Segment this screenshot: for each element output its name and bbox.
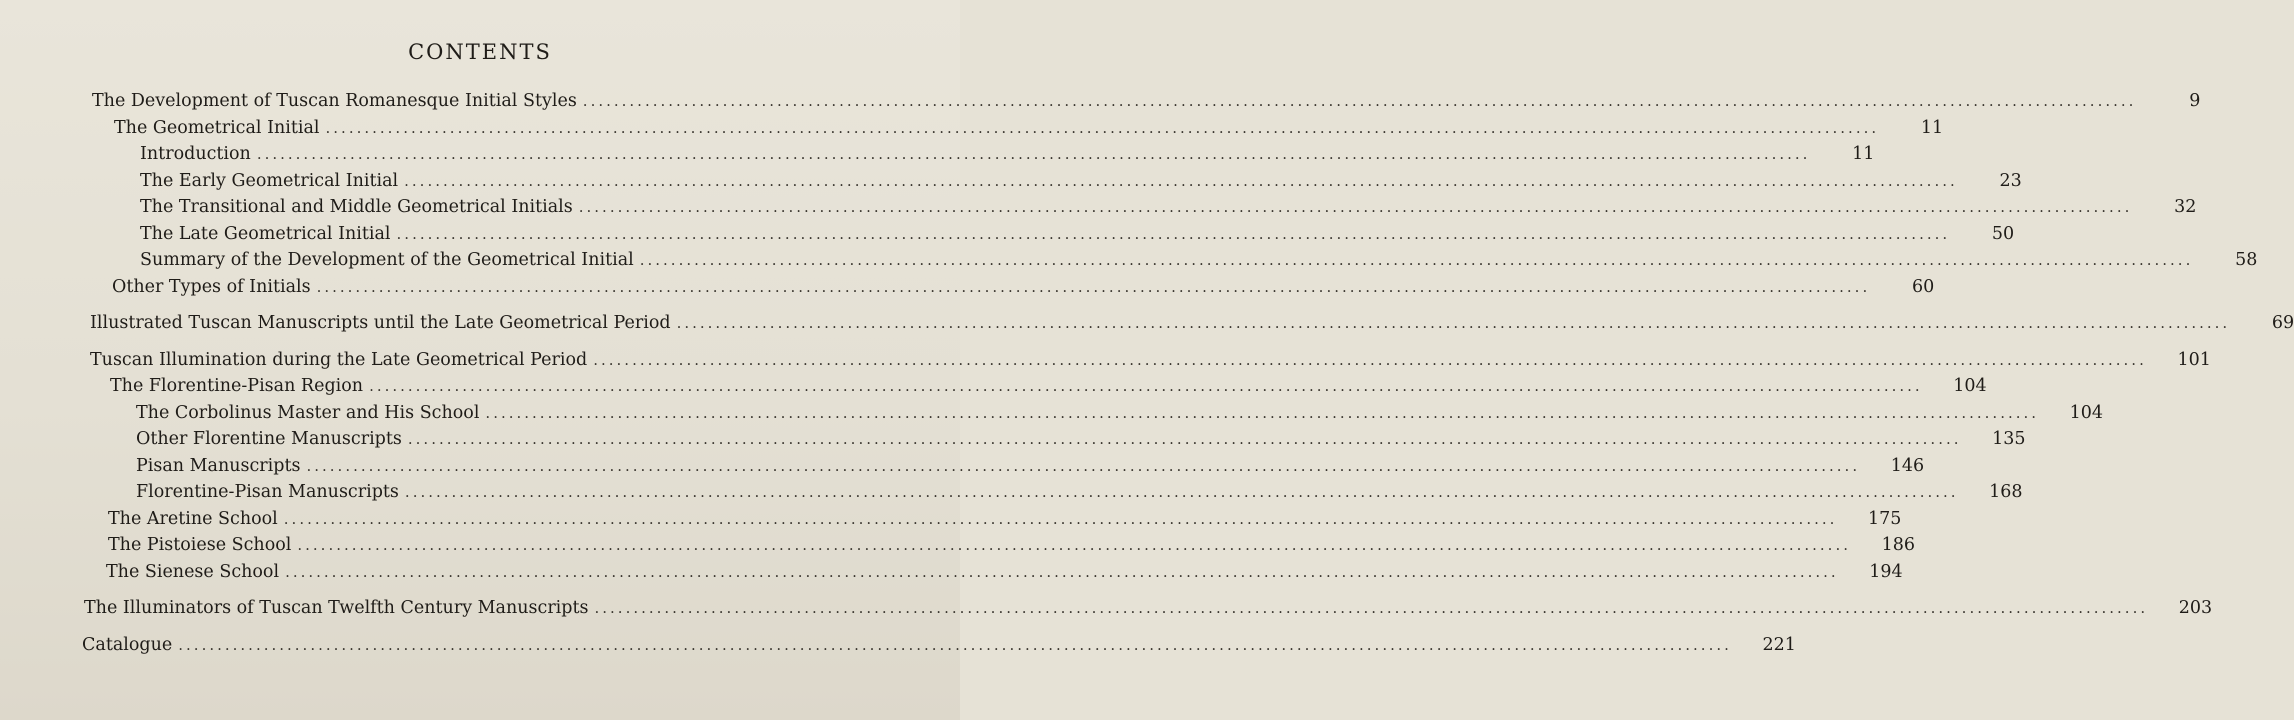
dot-leader: ........................................................................................................................................................................................................ bbox=[676, 314, 2231, 332]
toc-entry-title: The Development of Tuscan Romanesque Initial Styles bbox=[92, 91, 577, 111]
toc-entry-title: The Illuminators of Tuscan Twelfth Century Manuscripts bbox=[84, 598, 589, 618]
dot-leader: ........................................................................................................................................................................................................ bbox=[316, 277, 1871, 296]
toc-entry bbox=[0, 373, 1987, 400]
toc-entry bbox=[0, 347, 2211, 374]
toc-entry-page: 104 bbox=[2069, 402, 2104, 423]
toc-entry-page: 32 bbox=[2174, 197, 2197, 217]
toc-entry bbox=[0, 168, 2022, 195]
toc-entry bbox=[0, 532, 1915, 559]
toc-entry-page: 104 bbox=[1953, 376, 1987, 396]
toc-entry-page: 186 bbox=[1881, 535, 1915, 555]
dot-leader: ........................................................................................................................................................................................................ bbox=[256, 145, 1811, 163]
toc-entry-page: 11 bbox=[1920, 117, 1944, 138]
toc-entry-page: 168 bbox=[1989, 482, 2023, 502]
toc-entry-page: 101 bbox=[2177, 349, 2211, 370]
dot-leader: ........................................................................................................................................................................................................ bbox=[639, 251, 2194, 269]
toc-entry bbox=[0, 310, 2294, 337]
toc-entry-title: Pisan Manuscripts bbox=[136, 455, 301, 476]
toc-entry bbox=[0, 506, 1902, 533]
dot-leader: ........................................................................................................................................................................................................ bbox=[593, 350, 2147, 369]
toc-entry-title: The Geometrical Initial bbox=[114, 117, 320, 138]
toc-entry-page: 50 bbox=[1991, 223, 2015, 244]
toc-entry bbox=[0, 141, 1875, 168]
toc-entry-title: The Early Geometrical Initial bbox=[140, 170, 399, 191]
toc-entry-page: 146 bbox=[1890, 455, 1925, 476]
table-of-contents bbox=[0, 88, 2294, 658]
toc-entry-title: The Late Geometrical Initial bbox=[140, 223, 391, 244]
toc-entry bbox=[0, 400, 2104, 427]
toc-entry bbox=[0, 632, 1796, 659]
toc-entry-page: 69 bbox=[2271, 313, 2294, 333]
toc-entry-title: The Sienese School bbox=[106, 561, 280, 582]
toc-entry-title: The Florentine-Pisan Region bbox=[110, 376, 364, 396]
toc-entry bbox=[0, 453, 1925, 480]
toc-entry-page: 9 bbox=[2189, 91, 2201, 111]
toc-entry-page: 135 bbox=[1992, 429, 2026, 449]
toc-entry-page: 194 bbox=[1869, 561, 1903, 582]
toc-entry-title: Illustrated Tuscan Manuscripts until the Late Geometrical Period bbox=[90, 313, 671, 333]
toc-entry bbox=[0, 194, 2197, 221]
toc-entry-page: 221 bbox=[1762, 634, 1796, 655]
toc-entry-page: 203 bbox=[2178, 598, 2213, 618]
dot-leader: ........................................................................................................................................................................................................ bbox=[285, 562, 1839, 581]
toc-entry bbox=[0, 88, 2201, 115]
dot-leader: ........................................................................................................................................................................................................ bbox=[297, 536, 1851, 554]
toc-entry-title: Other Types of Initials bbox=[112, 276, 311, 297]
toc-entry bbox=[0, 221, 2015, 248]
toc-entry bbox=[0, 247, 2258, 274]
toc-entry bbox=[0, 274, 1935, 301]
dot-leader: ........................................................................................................................................................................................................ bbox=[396, 224, 1951, 243]
toc-entry-title: Summary of the Development of the Geometrical Initial bbox=[140, 250, 634, 270]
toc-entry-title: Other Florentine Manuscripts bbox=[136, 429, 402, 449]
dot-leader: ........................................................................................................................................................................................................ bbox=[325, 118, 1880, 137]
toc-entry-page: 58 bbox=[2235, 250, 2258, 270]
dot-leader: ........................................................................................................................................................................................................ bbox=[369, 377, 1923, 395]
toc-entry-title: The Aretine School bbox=[108, 508, 278, 529]
toc-entry bbox=[0, 115, 1944, 142]
dot-leader: ........................................................................................................................................................................................................ bbox=[306, 456, 1861, 475]
toc-entry-title: Florentine-Pisan Manuscripts bbox=[136, 482, 399, 502]
toc-entry-title: The Pistoiese School bbox=[108, 535, 292, 555]
toc-entry bbox=[0, 479, 2023, 506]
dot-leader: ........................................................................................................................................................................................................ bbox=[404, 171, 1958, 190]
toc-entry-title: Introduction bbox=[140, 144, 251, 164]
toc-entry bbox=[0, 559, 1903, 586]
dot-leader: ........................................................................................................................................................................................................ bbox=[594, 599, 2149, 617]
toc-entry-page: 11 bbox=[1852, 144, 1875, 164]
toc-entry-page: 60 bbox=[1911, 276, 1935, 297]
toc-entry bbox=[0, 426, 2026, 453]
dot-leader: ........................................................................................................................................................................................................ bbox=[407, 430, 1962, 448]
toc-entry-title: The Corbolinus Master and His School bbox=[136, 402, 480, 423]
toc-entry bbox=[0, 595, 2213, 622]
toc-entry-title: Catalogue bbox=[82, 634, 173, 655]
dot-leader: ........................................................................................................................................................................................................ bbox=[485, 403, 2040, 422]
toc-entry-page: 23 bbox=[1999, 170, 2022, 191]
contents-heading: CONTENTS bbox=[408, 40, 552, 64]
dot-leader: ........................................................................................................................................................................................................ bbox=[283, 509, 1838, 528]
dot-leader: ........................................................................................................................................................................................................ bbox=[582, 92, 2137, 110]
dot-leader: ........................................................................................................................................................................................................ bbox=[578, 198, 2133, 216]
dot-leader: ........................................................................................................................................................................................................ bbox=[178, 635, 1732, 654]
dot-leader: ........................................................................................................................................................................................................ bbox=[404, 483, 1959, 501]
toc-entry-title: Tuscan Illumination during the Late Geometrical Period bbox=[90, 349, 588, 370]
toc-entry-page: 175 bbox=[1868, 508, 1902, 529]
toc-entry-title: The Transitional and Middle Geometrical Initials bbox=[140, 197, 573, 217]
